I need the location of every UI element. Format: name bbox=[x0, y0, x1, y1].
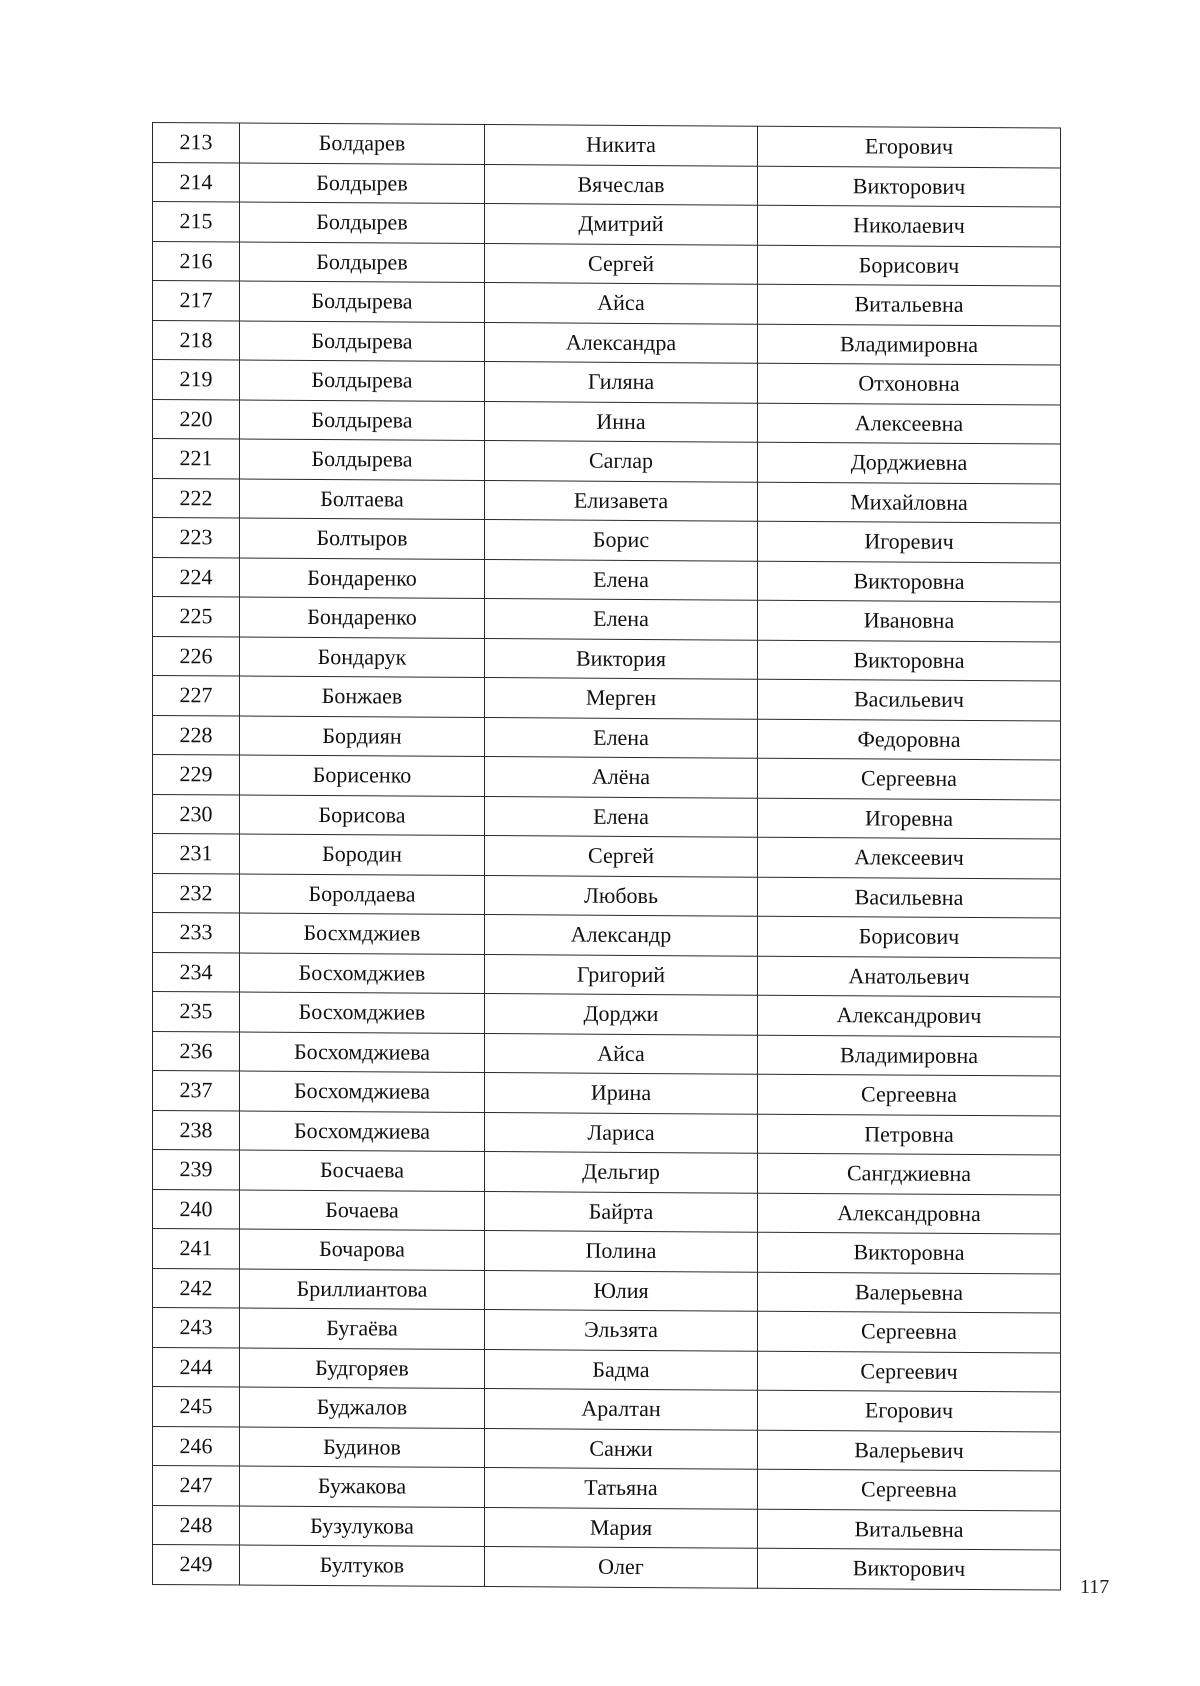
first-name-cell: Татьяна bbox=[485, 1468, 758, 1509]
row-number-cell: 226 bbox=[153, 636, 240, 676]
row-number-cell: 245 bbox=[153, 1387, 240, 1427]
table-row bbox=[153, 478, 1061, 523]
surname-cell: Бородин bbox=[240, 834, 485, 875]
patronymic-cell: Петровна bbox=[758, 1114, 1061, 1155]
table-row bbox=[153, 439, 1061, 484]
table-row bbox=[153, 518, 1061, 563]
patronymic-cell: Николаевич bbox=[758, 205, 1061, 246]
row-number-cell: 240 bbox=[153, 1189, 240, 1229]
first-name-cell: Елена bbox=[485, 599, 758, 640]
patronymic-cell: Викторовна bbox=[758, 640, 1061, 681]
surname-cell: Борисенко bbox=[240, 755, 485, 796]
surname-cell: Бондарук bbox=[240, 637, 485, 678]
first-name-cell: Елена bbox=[485, 717, 758, 758]
patronymic-cell: Сергеевич bbox=[758, 1351, 1061, 1392]
surname-cell: Бугаёва bbox=[240, 1308, 485, 1349]
first-name-cell: Никита bbox=[485, 125, 758, 166]
row-number-cell: 230 bbox=[153, 794, 240, 834]
surname-cell: Болдарев bbox=[240, 123, 485, 164]
surname-cell: Болтаева bbox=[240, 479, 485, 520]
table-row bbox=[153, 202, 1061, 247]
row-number-cell: 220 bbox=[153, 399, 240, 439]
first-name-cell: Вячеслав bbox=[485, 164, 758, 205]
row-number-cell: 227 bbox=[153, 676, 240, 716]
table-row bbox=[153, 399, 1061, 444]
surname-cell: Бондаренко bbox=[240, 558, 485, 599]
patronymic-cell: Викторович bbox=[758, 1548, 1061, 1589]
patronymic-cell: Алексеевна bbox=[758, 403, 1061, 444]
surname-cell: Болдырев bbox=[240, 242, 485, 283]
surname-cell: Бонжаев bbox=[240, 676, 485, 717]
table-row bbox=[153, 1426, 1061, 1471]
row-number-cell: 222 bbox=[153, 478, 240, 518]
surname-cell: Борисова bbox=[240, 795, 485, 836]
first-name-cell: Дмитрий bbox=[485, 204, 758, 245]
row-number-cell: 234 bbox=[153, 952, 240, 992]
patronymic-cell: Сергеевна bbox=[758, 1311, 1061, 1352]
surname-cell: Болдырева bbox=[240, 360, 485, 401]
patronymic-cell: Анатольевич bbox=[758, 956, 1061, 997]
table-row bbox=[153, 162, 1061, 207]
table-row bbox=[153, 794, 1061, 839]
patronymic-cell: Егорович bbox=[758, 1390, 1061, 1431]
table-row bbox=[153, 1229, 1061, 1274]
surname-cell: Бужакова bbox=[240, 1466, 485, 1507]
patronymic-cell: Викторовна bbox=[758, 561, 1061, 602]
patronymic-cell: Сангджиевна bbox=[758, 1153, 1061, 1194]
surname-cell: Босхомджиева bbox=[240, 1111, 485, 1152]
row-number-cell: 232 bbox=[153, 873, 240, 913]
table-row bbox=[153, 715, 1061, 760]
surname-cell: Будинов bbox=[240, 1427, 485, 1468]
row-number-cell: 244 bbox=[153, 1347, 240, 1387]
first-name-cell: Ирина bbox=[485, 1073, 758, 1114]
surname-cell: Болдырева bbox=[240, 321, 485, 362]
surname-cell: Болдырев bbox=[240, 202, 485, 243]
patronymic-cell: Алексеевич bbox=[758, 837, 1061, 878]
first-name-cell: Александр bbox=[485, 915, 758, 956]
first-name-cell: Эльзята bbox=[485, 1310, 758, 1351]
patronymic-cell: Михайловна bbox=[758, 482, 1061, 523]
names-table-body bbox=[153, 123, 1061, 1590]
row-number-cell: 237 bbox=[153, 1071, 240, 1111]
first-name-cell: Полина bbox=[485, 1231, 758, 1272]
table-row bbox=[153, 755, 1061, 800]
patronymic-cell: Федоровна bbox=[758, 719, 1061, 760]
row-number-cell: 213 bbox=[153, 123, 240, 163]
surname-cell: Болдырева bbox=[240, 281, 485, 322]
first-name-cell: Григорий bbox=[485, 954, 758, 995]
patronymic-cell: Владимировна bbox=[758, 324, 1061, 365]
patronymic-cell: Игоревна bbox=[758, 798, 1061, 839]
first-name-cell: Любовь bbox=[485, 875, 758, 916]
table-row bbox=[153, 676, 1061, 721]
table-row bbox=[153, 834, 1061, 879]
table-row bbox=[153, 1071, 1061, 1116]
row-number-cell: 218 bbox=[153, 320, 240, 360]
row-number-cell: 219 bbox=[153, 360, 240, 400]
table-row bbox=[153, 1505, 1061, 1550]
table-row bbox=[153, 1110, 1061, 1155]
patronymic-cell: Александрович bbox=[758, 995, 1061, 1036]
table-row bbox=[153, 320, 1061, 365]
surname-cell: Боролдаева bbox=[240, 874, 485, 915]
first-name-cell: Дорджи bbox=[485, 994, 758, 1035]
row-number-cell: 223 bbox=[153, 518, 240, 558]
first-name-cell: Аралтан bbox=[485, 1389, 758, 1430]
row-number-cell: 249 bbox=[153, 1545, 240, 1585]
patronymic-cell: Егорович bbox=[758, 126, 1061, 167]
row-number-cell: 225 bbox=[153, 597, 240, 637]
table-row bbox=[153, 873, 1061, 918]
first-name-cell: Олег bbox=[485, 1547, 758, 1588]
first-name-cell: Борис bbox=[485, 520, 758, 561]
surname-cell: Будгоряев bbox=[240, 1348, 485, 1389]
patronymic-cell: Александровна bbox=[758, 1193, 1061, 1234]
first-name-cell: Елена bbox=[485, 559, 758, 600]
row-number-cell: 214 bbox=[153, 162, 240, 202]
surname-cell: Босхомджиев bbox=[240, 992, 485, 1033]
first-name-cell: Виктория bbox=[485, 638, 758, 679]
patronymic-cell: Витальевна bbox=[758, 284, 1061, 325]
table-row bbox=[153, 1031, 1061, 1076]
table-row bbox=[153, 952, 1061, 997]
table-row bbox=[153, 1466, 1061, 1511]
surname-cell: Бондаренко bbox=[240, 597, 485, 638]
table-row bbox=[153, 1189, 1061, 1234]
surname-cell: Босхомджиева bbox=[240, 1032, 485, 1073]
patronymic-cell: Отхоновна bbox=[758, 363, 1061, 404]
row-number-cell: 228 bbox=[153, 715, 240, 755]
table-row bbox=[153, 636, 1061, 681]
first-name-cell: Саглар bbox=[485, 441, 758, 482]
patronymic-cell: Викторович bbox=[758, 166, 1061, 207]
first-name-cell: Сергей bbox=[485, 836, 758, 877]
table-row bbox=[153, 1268, 1061, 1313]
row-number-cell: 247 bbox=[153, 1466, 240, 1506]
surname-cell: Болдырева bbox=[240, 439, 485, 480]
table-row bbox=[153, 557, 1061, 602]
first-name-cell: Юлия bbox=[485, 1270, 758, 1311]
surname-cell: Бордиян bbox=[240, 716, 485, 757]
patronymic-cell: Сергеевна bbox=[758, 758, 1061, 799]
patronymic-cell: Борисович bbox=[758, 245, 1061, 286]
patronymic-cell: Васильевна bbox=[758, 877, 1061, 918]
row-number-cell: 239 bbox=[153, 1150, 240, 1190]
row-number-cell: 224 bbox=[153, 557, 240, 597]
first-name-cell: Гиляна bbox=[485, 362, 758, 403]
patronymic-cell: Владимировна bbox=[758, 1035, 1061, 1076]
row-number-cell: 216 bbox=[153, 241, 240, 281]
first-name-cell: Мария bbox=[485, 1507, 758, 1548]
row-number-cell: 241 bbox=[153, 1229, 240, 1269]
patronymic-cell: Васильевич bbox=[758, 679, 1061, 720]
table-row bbox=[153, 597, 1061, 642]
surname-cell: Болтыров bbox=[240, 518, 485, 559]
table-row bbox=[153, 1308, 1061, 1353]
first-name-cell: Алёна bbox=[485, 757, 758, 798]
first-name-cell: Бадма bbox=[485, 1349, 758, 1390]
row-number-cell: 242 bbox=[153, 1268, 240, 1308]
patronymic-cell: Борисович bbox=[758, 916, 1061, 957]
patronymic-cell: Витальевна bbox=[758, 1509, 1061, 1550]
table-row bbox=[153, 241, 1061, 286]
row-number-cell: 243 bbox=[153, 1308, 240, 1348]
surname-cell: Болдырев bbox=[240, 163, 485, 204]
surname-cell: Бузулукова bbox=[240, 1506, 485, 1547]
table-row bbox=[153, 1347, 1061, 1392]
surname-cell: Босхмджиев bbox=[240, 913, 485, 954]
patronymic-cell: Сергеевна bbox=[758, 1074, 1061, 1115]
table-row bbox=[153, 1545, 1061, 1590]
table-row bbox=[153, 1150, 1061, 1195]
surname-cell: Босчаева bbox=[240, 1150, 485, 1191]
table-row bbox=[153, 992, 1061, 1037]
surname-cell: Болдырева bbox=[240, 400, 485, 441]
patronymic-cell: Дорджиевна bbox=[758, 442, 1061, 483]
patronymic-cell: Сергеевна bbox=[758, 1469, 1061, 1510]
row-number-cell: 221 bbox=[153, 439, 240, 479]
patronymic-cell: Ивановна bbox=[758, 600, 1061, 641]
row-number-cell: 248 bbox=[153, 1505, 240, 1545]
row-number-cell: 231 bbox=[153, 834, 240, 874]
row-number-cell: 236 bbox=[153, 1031, 240, 1071]
row-number-cell: 229 bbox=[153, 755, 240, 795]
surname-cell: Буджалов bbox=[240, 1387, 485, 1428]
surname-cell: Бултуков bbox=[240, 1545, 485, 1586]
first-name-cell: Александра bbox=[485, 322, 758, 363]
page-number: 117 bbox=[1080, 1576, 1110, 1598]
row-number-cell: 233 bbox=[153, 913, 240, 953]
first-name-cell: Инна bbox=[485, 401, 758, 442]
table-row bbox=[153, 1387, 1061, 1432]
table-row bbox=[153, 360, 1061, 405]
patronymic-cell: Игоревич bbox=[758, 521, 1061, 562]
names-table bbox=[152, 122, 1061, 1590]
row-number-cell: 235 bbox=[153, 992, 240, 1032]
first-name-cell: Лариса bbox=[485, 1112, 758, 1153]
first-name-cell: Айса bbox=[485, 283, 758, 324]
table-row bbox=[153, 281, 1061, 326]
first-name-cell: Елизавета bbox=[485, 480, 758, 521]
surname-cell: Босхомджиев bbox=[240, 953, 485, 994]
first-name-cell: Дельгир bbox=[485, 1152, 758, 1193]
first-name-cell: Байрта bbox=[485, 1191, 758, 1232]
patronymic-cell: Валерьевна bbox=[758, 1272, 1061, 1313]
surname-cell: Босхомджиева bbox=[240, 1071, 485, 1112]
first-name-cell: Айса bbox=[485, 1033, 758, 1074]
surname-cell: Бриллиантова bbox=[240, 1269, 485, 1310]
first-name-cell: Сергей bbox=[485, 243, 758, 284]
row-number-cell: 246 bbox=[153, 1426, 240, 1466]
first-name-cell: Елена bbox=[485, 796, 758, 837]
patronymic-cell: Валерьевич bbox=[758, 1430, 1061, 1471]
first-name-cell: Мерген bbox=[485, 678, 758, 719]
patronymic-cell: Викторовна bbox=[758, 1232, 1061, 1273]
table-row bbox=[153, 123, 1061, 168]
table-row bbox=[153, 913, 1061, 958]
surname-cell: Бочаева bbox=[240, 1190, 485, 1231]
row-number-cell: 217 bbox=[153, 281, 240, 321]
row-number-cell: 215 bbox=[153, 202, 240, 242]
surname-cell: Бочарова bbox=[240, 1229, 485, 1270]
first-name-cell: Санжи bbox=[485, 1428, 758, 1469]
row-number-cell: 238 bbox=[153, 1110, 240, 1150]
